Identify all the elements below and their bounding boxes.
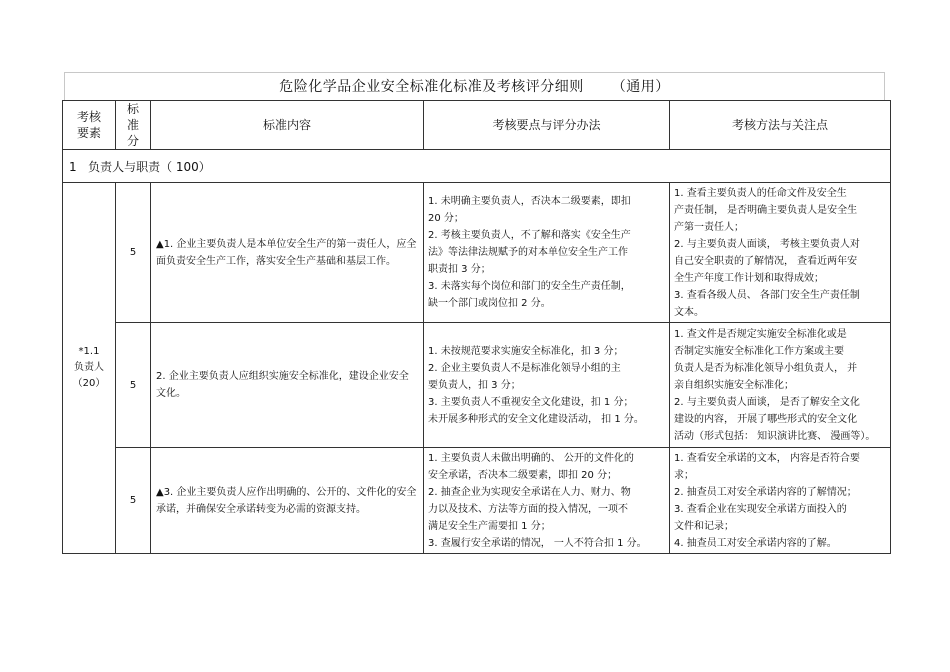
element-name: 负责人: [74, 362, 104, 373]
element-score: （20）: [72, 378, 106, 389]
header-score: [116, 101, 151, 150]
header-score-line-3: 分: [126, 134, 139, 148]
element-code: *1.1: [78, 346, 100, 357]
points-line: 3. 主要负责人不重视安全文化建设，扣 1 分；: [428, 396, 634, 408]
method-line: 亲自组织实施安全标准化；: [674, 379, 794, 391]
section-title: 1 负责人与职责（ 100）: [63, 150, 891, 183]
method-line: 文本。: [674, 306, 704, 318]
method-line: 负责人是否为标准化领导小组负责人， 并: [674, 362, 858, 374]
header-element-line-2: 要素: [76, 126, 101, 140]
method-line: 2. 与主要负责人面谈， 是否了解安全文化: [674, 396, 860, 408]
content-cell: 2. 企业主要负责人应组织实施安全标准化，建设企业安全文化。: [151, 323, 424, 448]
points-cell: [424, 323, 670, 448]
points-line: 法》等法律法规赋予的对本单位安全生产工作: [428, 247, 628, 258]
method-line: 3. 查看企业在实现安全承诺方面投入的: [674, 503, 847, 515]
points-cell: [424, 448, 670, 554]
method-line: 产第一责任人；: [674, 221, 744, 233]
method-line: 1. 查看安全承诺的文本， 内容是否符合要: [674, 452, 860, 464]
section-row: [63, 150, 891, 183]
points-line: 1. 未明确主要负责人，否决本二级要素，即扣: [428, 196, 631, 207]
content-cell: ▲3. 企业主要负责人应作出明确的、公开的、文件化的安全承诺，并确保安全承诺转变为必需的资源支持。: [151, 448, 424, 554]
header-content: 标准内容: [151, 101, 424, 150]
points-line: 2. 企业主要负责人不是标准化领导小组的主: [428, 362, 621, 374]
element-cell: [63, 183, 116, 554]
method-line: 文件和记录；: [674, 520, 734, 532]
method-line: 1. 查看主要负责人的任命文件及安全生: [674, 187, 847, 199]
points-line: 满足安全生产需要扣 1 分；: [428, 520, 551, 532]
method-line: 2. 与主要负责人面谈， 考核主要负责人对: [674, 238, 860, 250]
points-line: 3. 查履行安全承诺的情况， 一人不符合扣 1 分。: [428, 537, 647, 549]
header-score-line-2: 准: [126, 118, 139, 132]
method-line: 建设的内容， 开展了哪些形式的安全文化: [674, 413, 858, 425]
header-score-line-1: 标: [126, 102, 139, 116]
document-title: [65, 76, 884, 96]
header-element: [63, 101, 116, 150]
points-line: 未开展多种形式的安全文化建设活动， 扣 1 分。: [428, 413, 644, 425]
table-row: [63, 323, 891, 448]
method-line: 求；: [674, 469, 694, 481]
method-line: 产责任制， 是否明确主要负责人是安全生: [674, 204, 858, 216]
points-line: 职责扣 3 分；: [428, 264, 491, 275]
score-cell: 5: [116, 323, 151, 448]
title-main: 危险化学品企业安全标准化标准及考核评分细则: [279, 79, 584, 95]
points-line: 力以及技术、方法等方面的投入情况，一项不: [428, 503, 628, 515]
points-line: 2. 考核主要负责人，不了解和落实《安全生产: [428, 230, 631, 241]
table-row: [63, 448, 891, 554]
method-line: 2. 抽查员工对安全承诺内容的了解情况；: [674, 486, 857, 498]
points-line: 要负责人，扣 3 分；: [428, 379, 521, 391]
header-element-line-1: 考核: [76, 110, 101, 124]
header-points: 考核要点与评分办法: [424, 101, 670, 150]
method-cell: [670, 323, 891, 448]
score-cell: 5: [116, 448, 151, 554]
method-line: 否制定实施安全标准化工作方案或主要: [674, 345, 844, 357]
title-suffix: （通用）: [611, 79, 670, 95]
header-method: 考核方法与关注点: [670, 101, 891, 150]
scoring-table: [62, 100, 891, 554]
table-row: [63, 183, 891, 323]
points-cell: [424, 183, 670, 323]
method-line: 1. 查文件是否规定实施安全标准化或是: [674, 328, 847, 340]
points-line: 1. 未按规范要求实施安全标准化，扣 3 分；: [428, 345, 624, 357]
points-line: 20 分；: [428, 213, 464, 224]
header-row: [63, 101, 891, 150]
method-cell: [670, 183, 891, 323]
method-line: 4. 抽查员工对安全承诺内容的了解。: [674, 537, 837, 549]
points-line: 1. 主要负责人未做出明确的、 公开的文件化的: [428, 452, 634, 464]
method-cell: [670, 448, 891, 554]
method-line: 活动（形式包括： 知识演讲比赛、 漫画等）。: [674, 430, 876, 442]
score-cell: 5: [116, 183, 151, 323]
points-line: 安全承诺，否决本二级要素，即扣 20 分；: [428, 469, 618, 481]
method-line: 全生产年度工作计划和取得成效；: [674, 272, 824, 284]
points-line: 3. 未落实每个岗位和部门的安全生产责任制，: [428, 281, 631, 292]
points-line: 2. 抽查企业为实现安全承诺在人力、财力、物: [428, 486, 631, 498]
title-box: [64, 72, 885, 100]
method-line: 3. 查看各级人员、 各部门安全生产责任制: [674, 289, 860, 301]
content-cell: ▲1. 企业主要负责人是本单位安全生产的第一责任人，应全面负责安全生产工作，落实安全生产基础和基层工作。: [151, 183, 424, 323]
points-line: 缺一个部门或岗位扣 2 分。: [428, 298, 551, 309]
method-line: 自己安全职责的了解情况， 查看近两年安: [674, 255, 858, 267]
